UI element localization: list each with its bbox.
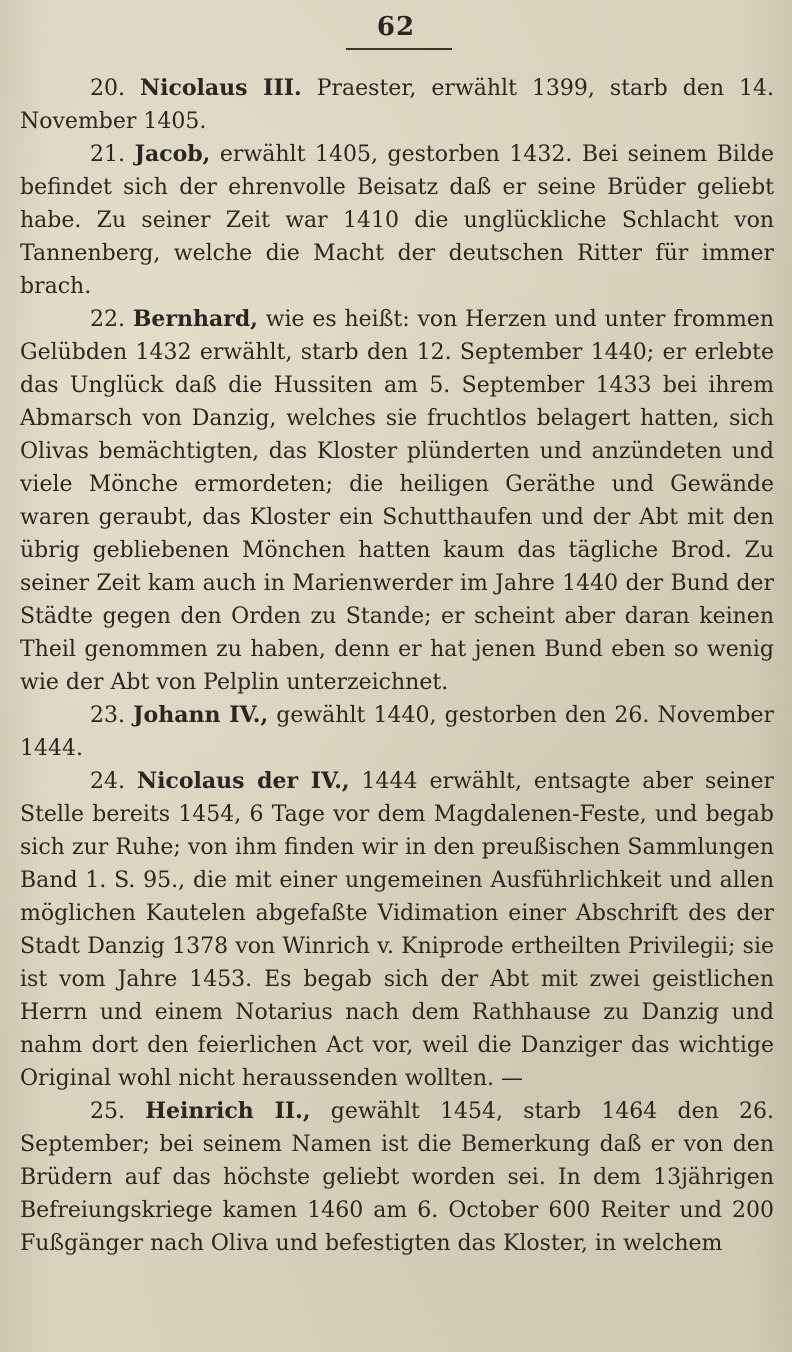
entry-text: gewählt 1454, starb 1464 den 26. September; bei seinem Namen ist die Bemerkung daß er von den Brüdern auf das höchste geliebt worden sei. In dem 13jährigen Befreiungskriege kamen 1460 am 6. October 600 Reiter und 200 Fußgänger nach Oliva und befestigten das Kloster, in welchem xyxy=(20,1099,775,1256)
entry-22 xyxy=(20,303,774,699)
entry-number: 21. xyxy=(90,142,125,167)
header-rule xyxy=(346,48,452,50)
abbot-name: Jacob, xyxy=(134,141,211,167)
entry-number: 24. xyxy=(90,769,125,794)
entry-text: Praester, erwählt 1399, starb den 14. November 1405. xyxy=(20,76,774,134)
entry-25 xyxy=(20,1095,774,1260)
entry-text: wie es heißt: von Herzen und unter frommen Gelübden 1432 erwählt, starb den 12. September 1440; er erlebte das Unglück daß die Hussiten am 5. September 1433 bei ihrem Abmarsch von Danzig, welches sie fruchtlos belagert hatten, sich Olivas bemächtigten, das Kloster plünderten und anzündeten und viele Mönche ermordeten; die heiligen Geräthe und Gewände waren geraubt, das Kloster ein Schutthaufen und der Abt mit den übrig gebliebenen Mönchen hatten kaum das tägliche Brod. Zu seiner Zeit kam auch in Marienwerder im Jahre 1440 der Bund der Städte gegen den Orden zu Stande; er scheint aber daran keinen Theil genommen zu haben, denn er hat jenen Bund eben so wenig wie der Abt von Pelplin unterzeichnet. xyxy=(20,307,774,695)
entry-text: 1444 erwählt, entsagte aber seiner Stelle bereits 1454, 6 Tage vor dem Magdalenen-Feste, und begab sich zur Ruhe; von ihm finden wir in den preußischen Sammlungen Band 1. S. 95., die mit einer ungemeinen Ausführlichkeit und allen möglichen Kautelen abgefaßte Vidimation einer Abschrift des der Stadt Danzig 1378 von Winrich v. Kniprode ertheilten Privilegii; sie ist vom Jahre 1453. Es begab sich der Abt mit zwei geistlichen Herrn und einem Notarius nach dem Rathhause zu Danzig und nahm dort den feierlichen Act vor, weil die Danziger das wichtige Original wohl nicht heraussenden wollten. — xyxy=(20,769,775,1091)
entry-number: 20. xyxy=(90,76,125,101)
entry-23 xyxy=(20,699,774,765)
entry-21 xyxy=(20,138,774,303)
entry-text: gewählt 1440, gestorben den 26. November 1444. xyxy=(20,703,774,761)
entry-number: 23. xyxy=(90,703,125,728)
entry-number: 25. xyxy=(90,1099,125,1124)
abbot-name: Heinrich II., xyxy=(145,1098,311,1124)
page-body xyxy=(20,72,774,1260)
entry-24 xyxy=(20,765,774,1095)
abbot-name: Nicolaus III. xyxy=(140,75,302,101)
entry-20 xyxy=(20,72,774,138)
entry-number: 22. xyxy=(90,307,125,332)
abbot-name: Johann IV., xyxy=(133,702,269,728)
abbot-name: Bernhard, xyxy=(132,306,258,332)
entry-text: erwählt 1405, gestorben 1432. Bei seinem Bilde befindet sich der ehrenvolle Beisatz daß er seine Brüder geliebt habe. Zu seiner Zeit war 1410 die unglückliche Schlacht von Tannenberg, welche die Macht der deutschen Ritter für immer brach. xyxy=(20,142,774,299)
page-number: 62 xyxy=(376,12,416,42)
abbot-name: Nicolaus der IV., xyxy=(136,768,350,794)
